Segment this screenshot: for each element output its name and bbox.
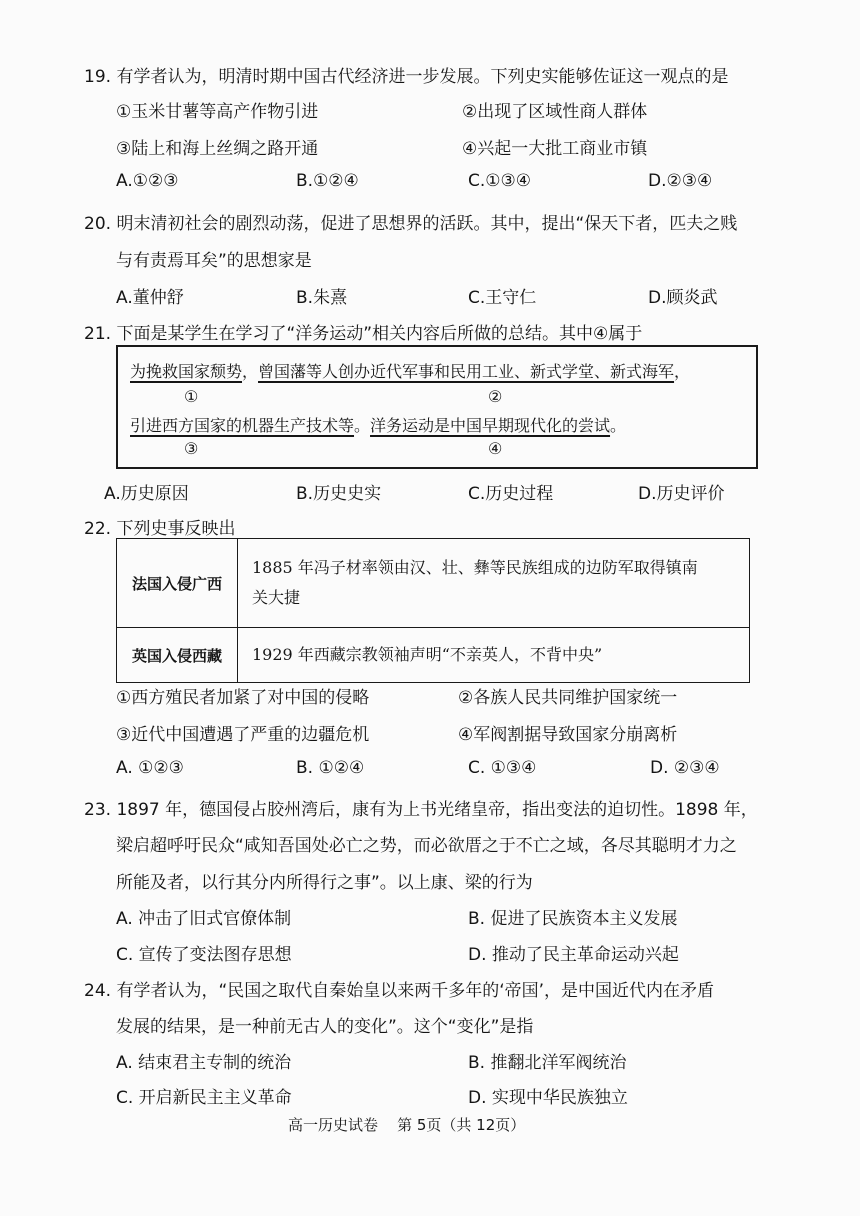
q21-option-b: B.历史史实: [296, 484, 382, 504]
q22-item-4: ④军阀割据导致国家分崩离析: [458, 725, 678, 745]
q23-option-a: A. 冲击了旧式官僚体制: [116, 909, 292, 929]
q21-sep-4: 。: [610, 416, 627, 435]
q22-row1-line1: 1885 年冯子材率领由汉、壮、彝等民族组成的边防军取得镇南: [252, 558, 698, 577]
q21-mark-4: ④: [488, 439, 503, 458]
q23-line3: 所能及者，以行其分内所得行之事”。以上康、梁的行为: [116, 873, 533, 893]
q19-item-2: ②出现了区域性商人群体: [462, 102, 648, 122]
q22-row2-head: 英国入侵西藏: [117, 628, 238, 683]
q21-sep-2: ，: [674, 362, 691, 381]
q22-row1-head: 法国入侵广西: [117, 539, 238, 628]
q19-option-c: C.①③④: [468, 171, 531, 191]
q19-item-1: ①玉米甘薯等高产作物引进: [116, 102, 319, 122]
q21-mark-1: ①: [184, 387, 199, 406]
q20-option-b: B.朱熹: [296, 288, 348, 308]
q20-stem-line1: 20. 明末清初社会的剧烈动荡，促进了思想界的活跃。其中，提出“保天下者，匹夫之贱: [84, 214, 738, 234]
q21-box-line1: [130, 359, 690, 382]
q19-stem: 19. 有学者认为，明清时期中国古代经济进一步发展。下列史实能够佐证这一观点的是: [84, 67, 729, 87]
q20-option-d: D.顾炎武: [648, 288, 718, 308]
q20-option-a: A.董仲舒: [116, 288, 184, 308]
q22-table: [116, 538, 750, 683]
q21-segment-4: 洋务运动是中国早期现代化的尝试: [370, 416, 611, 435]
q21-summary-box: [116, 345, 758, 469]
q23-line1: 23. 1897 年，德国侵占胶州湾后，康有为上书光绪皇帝，指出变法的迫切性。1898 年，: [84, 800, 758, 820]
q21-mark-3: ③: [184, 439, 199, 458]
q22-stem: 22. 下列史事反映出: [84, 519, 236, 539]
q20-option-c: C.王守仁: [468, 288, 537, 308]
q22-row2-content: [238, 628, 750, 683]
q19-option-d: D.②③④: [648, 171, 713, 191]
q24-line2: 发展的结果，是一种前无古人的变化”。这个“变化”是指: [116, 1017, 534, 1037]
q22-row1-content: [238, 539, 750, 628]
q21-stem: 21. 下面是某学生在学习了“洋务运动”相关内容后所做的总结。其中④属于: [84, 324, 643, 344]
q23-line2: 梁启超呼吁民众“咸知吾国处必亡之势，而必欲厝之于不亡之域，各尽其聪明才力之: [116, 836, 737, 856]
q21-option-d: D.历史评价: [638, 484, 725, 504]
q21-option-c: C.历史过程: [468, 484, 554, 504]
q22-option-b: B. ①②④: [296, 758, 365, 778]
q19-item-3: ③陆上和海上丝绸之路开通: [116, 139, 319, 159]
q22-option-d: D. ②③④: [650, 758, 720, 778]
q21-box-line2: [130, 413, 626, 436]
q22-option-c: C. ①③④: [468, 758, 537, 778]
table-row: [117, 628, 750, 683]
q24-line1: 24. 有学者认为，“民国之取代自秦始皇以来两千多年的‘帝国’，是中国近代内在矛盾: [84, 981, 715, 1001]
q19-option-b: B.①②④: [296, 171, 359, 191]
q22-option-a: A. ①②③: [116, 758, 184, 778]
q22-item-3: ③近代中国遭遇了严重的边疆危机: [116, 725, 370, 745]
q23-option-c: C. 宣传了变法图存思想: [116, 945, 292, 965]
q23-option-d: D. 推动了民主革命运动兴起: [468, 945, 679, 965]
q21-segment-1: 为挽救国家颓势: [130, 362, 243, 381]
q20-stem-line2: 与有责焉耳矣”的思想家是: [116, 251, 312, 271]
q19-option-a: A.①②③: [116, 171, 179, 191]
table-row: [117, 539, 750, 628]
q22-row2-line1: 1929 年西藏宗教领袖声明“不亲英人，不背中央”: [252, 645, 603, 664]
q21-segment-3: 引进西方国家的机器生产技术等: [130, 416, 355, 435]
q24-option-b: B. 推翻北洋军阀统治: [468, 1053, 627, 1073]
q21-mark-2: ②: [488, 387, 503, 406]
q24-option-c: C. 开启新民主主义革命: [116, 1088, 292, 1108]
q23-option-b: B. 促进了民族资本主义发展: [468, 909, 678, 929]
q24-option-a: A. 结束君主专制的统治: [116, 1053, 292, 1073]
q21-sep-3: 。: [354, 416, 371, 435]
q21-sep-1: ，: [242, 362, 259, 381]
q24-option-d: D. 实现中华民族独立: [468, 1088, 628, 1108]
q21-segment-2: 曾国藩等人创办近代军事和民用工业、新式学堂、新式海军: [258, 362, 675, 381]
q22-row1-line2: 关大捷: [252, 588, 301, 607]
q19-item-4: ④兴起一大批工商业市镇: [462, 139, 648, 159]
q22-item-2: ②各族人民共同维护国家统一: [458, 688, 678, 708]
q22-item-1: ①西方殖民者加紧了对中国的侵略: [116, 688, 370, 708]
page-footer: 高一历史试卷 第 5页（共 12页）: [288, 1116, 526, 1134]
q21-option-a: A.历史原因: [104, 484, 189, 504]
